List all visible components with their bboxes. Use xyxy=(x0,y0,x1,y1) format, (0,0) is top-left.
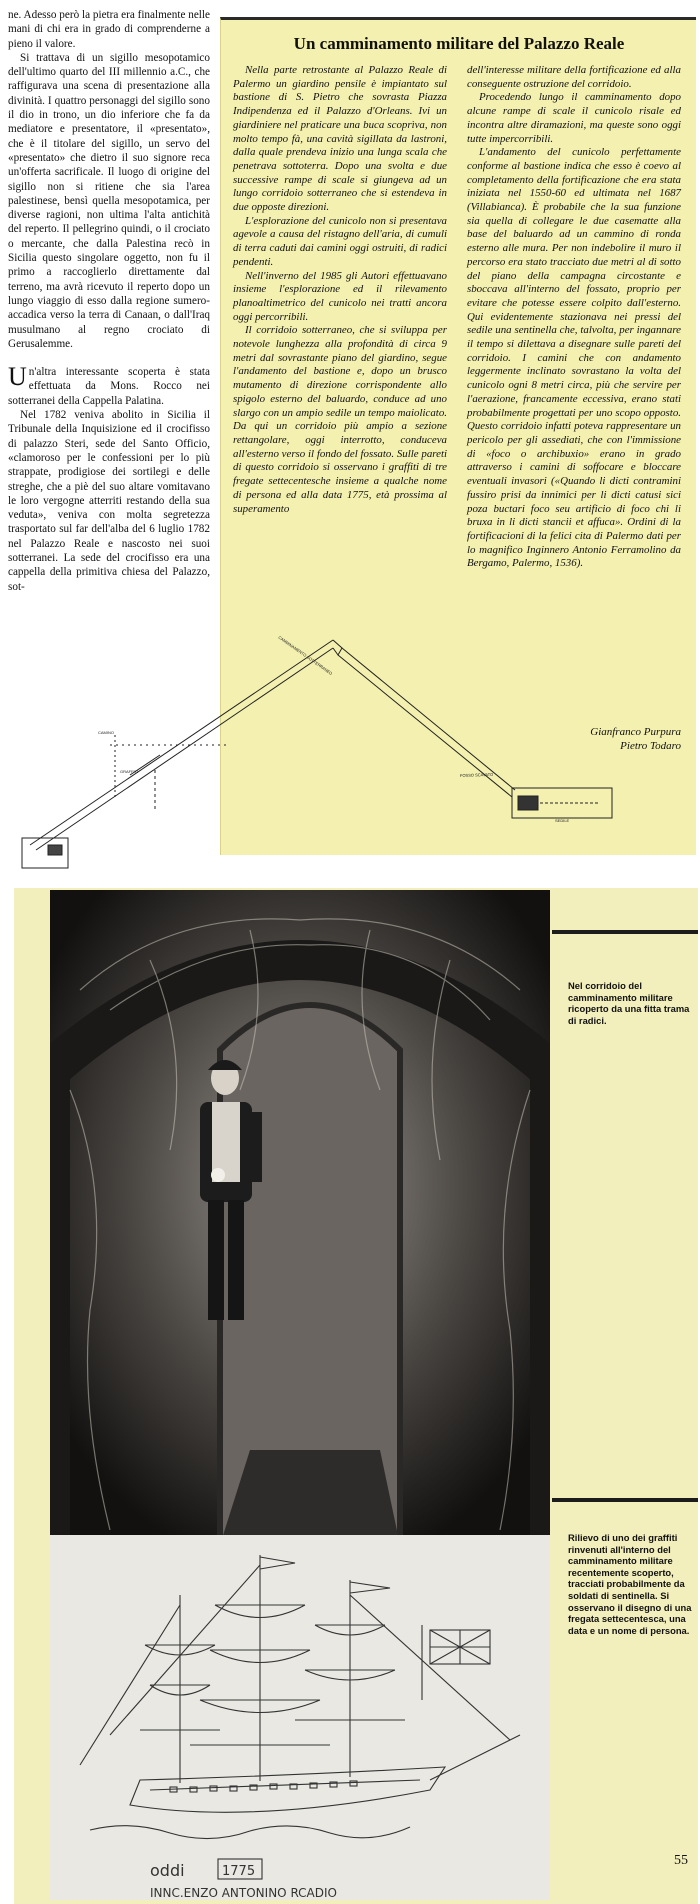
paragraph: Si trattava di un sigillo mesopotamico dell'ultimo quarto del III millennio a.C., che raffigurava una scena di presentazione alla divinità. I quattro personaggi del sigillo sono il dio in trono, un dio inferiore che fa da mediatore e presentatore, il «presentato», che è il titolare del sigillo, un servo del «presentato» che dietro il suo signore reca un'offerta sacrificale. Il luogo di origine del sigillo non si ritiene che sia l'area palestinese, bensì quella mesopotamica, per diverse ragioni, non ultima l'alta antichità del reperto. Il pellegrino quindi, o il crociato o mercante, che dalla Palestina recò in Sicilia questo singolare oggetto, non fu il primo a raccoglierlo direttamente dal terreno, ma avrà ricevuto il reperto dopo un lungo viaggio di esso dalla regione sumero-accadica verso la terra di Canaan, o dall'Iraq musulmano al regno crociato di Gerusalemme. xyxy=(8,51,210,350)
top-page xyxy=(0,0,700,870)
graffito-word: oddi xyxy=(150,1861,185,1880)
paragraph-with-drop-cap xyxy=(8,362,210,408)
frigate-graffito xyxy=(50,1535,550,1900)
inset-box xyxy=(220,17,696,855)
rigging xyxy=(80,1565,520,1780)
bottom-page xyxy=(0,870,700,1904)
end-chamber xyxy=(22,838,68,868)
paragraph: L'esplorazione del cunicolo non si presentava agevole a causa del ristagno dell'aria, di cumuli di terra caduti dai camini oggi ostruiti, di radici pendenti. xyxy=(233,214,447,268)
tunnel-photo-drawing xyxy=(50,890,550,1545)
waves xyxy=(90,1826,410,1839)
plan-label: CAMINO xyxy=(98,730,114,735)
flag-cross xyxy=(430,1630,490,1664)
caption-rule xyxy=(552,1498,698,1502)
plan-label: CAMMINAMENTO SOTTERRANEO xyxy=(277,634,334,677)
plan-label: FOSSO SCAVATO xyxy=(459,771,494,778)
paragraph: Nell'inverno del 1985 gli Autori effettuavano insieme l'esplorazione ed il rilevamento planoaltimetrico del cunicolo nei tratti ancora oggi percorribili. xyxy=(233,269,447,323)
paragraph: Nella parte retrostante al Palazzo Reale di Palermo un giardino pensile è impiantato sul bastione di S. Pietro che sovrasta Piazza Indipendenza ed il Palazzo d'Orleans. Ivi un giardiniere nel praticare una buca scoprìva, non molto tempo fà, una cavità sigillata da lastroni, dalla quale prendeva inizio una lunga scala che penetrava sottoterra. Dopo una svolta e due successive rampe di scale si giungeva ad un lungo corridoio sotterraneo che si estendeva in due opposte direzioni. xyxy=(233,64,447,214)
paragraph: Nel 1782 veniva abolito in Sicilia il Tribunale della Inquisizione ed il crocifisso di palazzo Steri, sede del Santo Officio, «clamoroso per le confessioni per lo più strappate, prodigiose dei sortilegi e delle streghe, che a piè del suo altare vomitavano le loro vergogne atterriti restando della sua veduta», veniva con molta segretezza trasportato sul far dell'alba del 6 luglio 1782 nel Palazzo Reale e nascosto nei suoi sotterranei. La sede del crocifisso era una cappella della primitiva chiesa del Palazzo, sot- xyxy=(8,409,210,593)
paragraph: L'andamento del cunicolo perfettamente conforme al bastione indica che esso è coevo al completamento della fortificazione che era stata iniziata nel 1550-60 ed ultimata nel 1687 (Villabianca). È probabile che la sua funzione sia quella di collegare le due casematte alla base del baluardo ad un cammino di ronda esterno alle mura. Per non indebolire il muro il percorso era stato tracciato due metri al di sotto del piano della campagna circostante e sboccava all'interno del fossato, proprio per evitare che potesse essere colpito dall'esterno. Qui evidentemente stazionava nei pressi del sedile una sentinella che, talvolta, per ingannare il tempo si dilettava a disegnare sulle pareti del corridoio. I camini che con andamento leggermente inclinato sovrastano la volta del cunicolo ogni 8 metri circa, più che servire per l'aerazione, francamente eccessiva, erano stati probabilmente progettati per uno scopo opposto. Questo corridoio infatti poteva rappresentare un pericolo per gli assediati, che con l'immissione di «foco o archibuxio» erano in grado attraverso i camini di soffocare e bloccare eventuali invasori («Quando li dicti contramini fussiro prisi da innimici per li dicti catusi sici poza buctari foco seu artificio di foco chi li bruxa in li dicti stancii et affuca». Ordini di la fortificacioni di la felici cita di Palermo dati per lo magnifico Inginnero Antonio Ferramolino da Bergamo, Palermo, 1536). xyxy=(467,146,681,570)
drop-cap: U xyxy=(8,362,27,392)
branch xyxy=(130,755,160,775)
page-number: 55 xyxy=(674,1853,688,1868)
photo-caption: Nel corridoio del camminamento militare ricoperto da una fitta trama di radici. xyxy=(568,980,690,1026)
author-name: Pietro Todaro xyxy=(620,740,681,752)
inset-title: Un camminamento militare del Palazzo Reale xyxy=(293,34,625,53)
tunnel-floor xyxy=(220,1450,400,1545)
gunports xyxy=(170,1781,357,1792)
paragraph: Procedendo lungo il camminamento dopo alcune rampe di scale il cunicolo risale ed incontra altre diramazioni, ma queste sono oggi tutte impercorribili. xyxy=(467,91,681,145)
graffito-date: 1775 xyxy=(222,1864,256,1879)
author-signature xyxy=(467,725,681,753)
author-name: Gianfranco Purpura xyxy=(590,726,681,738)
pennant xyxy=(260,1557,295,1569)
paragraph: ne. Adesso però la pietra era finalmente nelle mani di chi era in grado di comprenderne a pieno il valore. xyxy=(8,9,210,50)
inset-column-1 xyxy=(233,64,447,516)
graffito-name: INNC.ENZO ANTONINO RCADIO xyxy=(150,1886,337,1900)
plan-label: GRAFFITI xyxy=(120,769,139,774)
paragraph-text: n'altra interessante scoperta è stata effettuata da Mons. Rocco nei sotterranei della Cappella Palatina. xyxy=(8,366,210,407)
paragraph: Il corridoio sotterraneo, che si sviluppa per notevole lunghezza alla profondità di circa 9 metri dal sovrastante piano del giardino, segue l'andamento del bastione e, dopo un brusco mutamento di direzione corrispondente allo spigolo esterno del baluardo, conduce ad uno slargo con un ampio sedile un tempo maiolicato. Da qui un corridoio più ampio a sezione rettangolare, oggi interrotto, conduceva all'esterno verso il fondo del fossato. Sulle pareti di questo corridoio si osservano i graffiti di tre fregate settecentesche insieme a qualche nome di persona ed alla data 1775, età prossima al superamento xyxy=(233,324,447,515)
pennant xyxy=(350,1582,390,1593)
inset-column-2 xyxy=(467,64,681,571)
left-column xyxy=(8,8,210,594)
paragraph: dell'interesse militare della fortificazione ed alla conseguente ostruzione del corridoio. xyxy=(467,64,681,90)
plan-label: SEDILE xyxy=(555,818,570,823)
drawing-caption: Rilievo di uno dei graffiti rinvenuti all'interno del camminamento militare recentemente scoperto, tracciati probabilmente da soldati di sentinella. Si osservano il disegno di una fregata settecentesca, una data e un nome di persona. xyxy=(568,1532,692,1636)
graffito-drawing xyxy=(50,1535,550,1900)
tunnel-photo xyxy=(50,890,550,1545)
stair-block xyxy=(48,845,62,855)
caption-rule xyxy=(552,930,698,934)
